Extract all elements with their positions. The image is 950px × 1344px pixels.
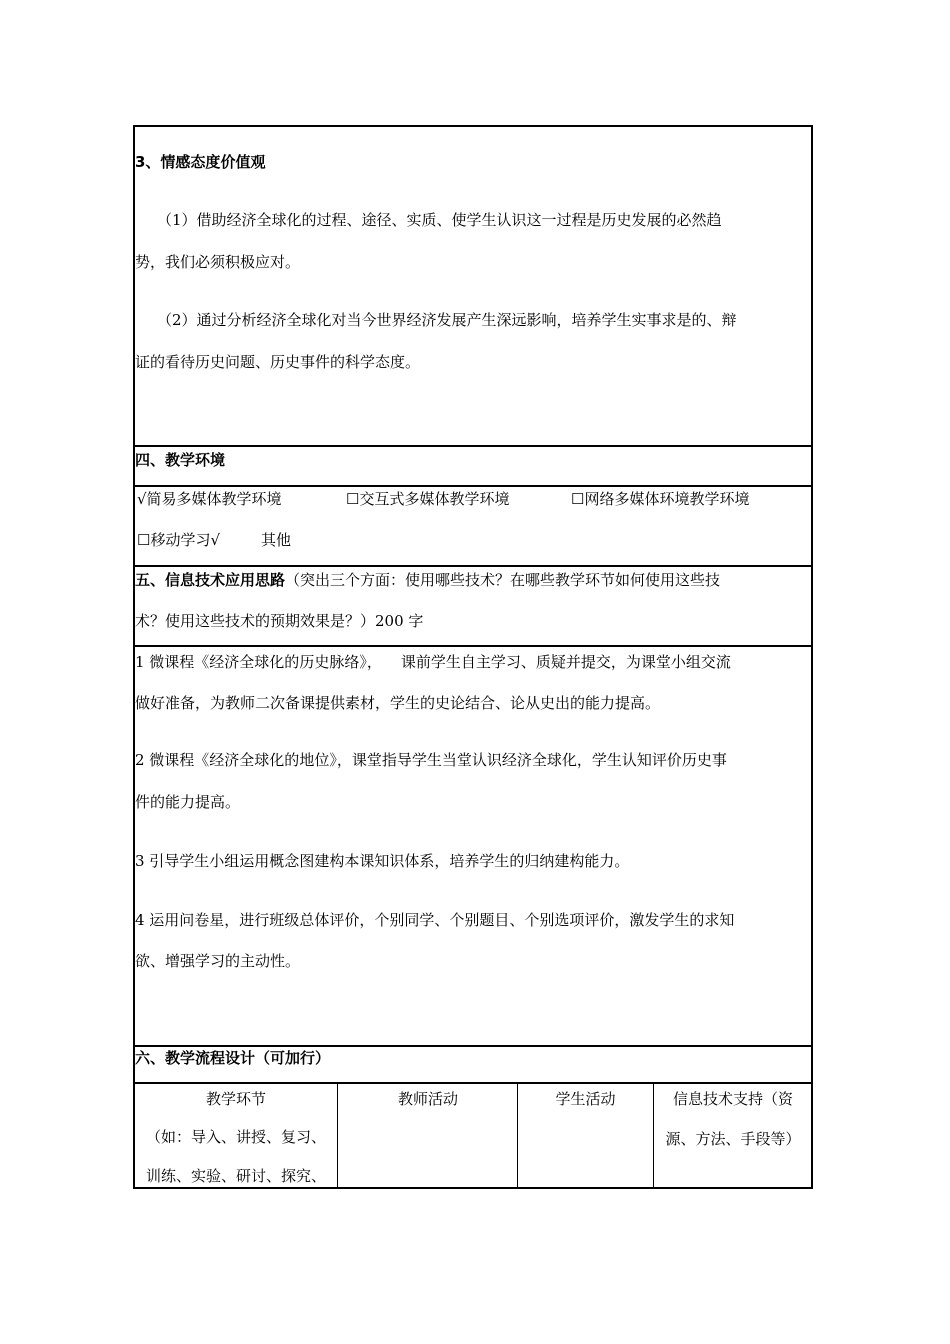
paragraph-line: 势，我们必须积极应对。 <box>135 253 301 271</box>
divider <box>135 565 811 567</box>
divider <box>135 445 811 447</box>
checkbox-option[interactable]: ☐移动学习√ <box>137 531 221 549</box>
divider <box>135 645 811 647</box>
column-header: 教学环节 <box>205 1090 266 1108</box>
section-heading: 六、教学流程设计（可加行） <box>135 1049 331 1067</box>
option-label: 其他 <box>261 531 292 549</box>
divider <box>135 1082 811 1084</box>
paragraph-line: （2）通过分析经济全球化对当今世界经济发展产生深远影响，培养学生实事求是的、辩 <box>157 311 737 329</box>
list-item-line: 做好准备，为教师二次备课提供素材，学生的史论结合、论从史出的能力提高。 <box>135 694 661 712</box>
checkbox-option[interactable]: ☐网络多媒体环境教学环境 <box>571 490 750 508</box>
list-item-line: 3 引导学生小组运用概念图建构本课知识体系，培养学生的归纳建构能力。 <box>135 852 630 870</box>
section-heading: 3、情感态度价值观 <box>135 153 266 171</box>
column-header: （如：导入、讲授、复习、 <box>145 1128 326 1146</box>
list-item-line: 件的能力提高。 <box>135 793 241 811</box>
list-item-line: 4 运用问卷星，进行班级总体评价，个别同学、个别题目、个别选项评价，激发学生的求知 <box>135 911 735 929</box>
paragraph-line: 证的看待历史问题、历史事件的科学态度。 <box>135 353 421 371</box>
paragraph-line: （1）借助经济全球化的过程、途径、实质、使学生认识这一过程是历史发展的必然趋 <box>157 211 722 229</box>
column-header: 教师活动 <box>397 1090 458 1108</box>
list-item-line: 1 微课程《经济全球化的历史脉络》， 课前学生自主学习、质疑并提交，为课堂小组交流 <box>135 653 731 671</box>
column-header: 信息技术支持（资 <box>672 1090 793 1108</box>
list-item-line: 欲、增强学习的主动性。 <box>135 952 301 970</box>
divider <box>135 485 811 487</box>
column-header: 训练、实验、研讨、探究、 <box>145 1167 326 1185</box>
section-heading-line <box>135 570 720 590</box>
section-heading-note: （突出三个方面：使用哪些技术？在哪些教学环节如何使用这些技 <box>285 571 721 589</box>
section-heading: 五、信息技术应用思路 <box>135 571 286 589</box>
list-item-line: 2 微课程《经济全球化的地位》，课堂指导学生当堂认识经济全球化，学生认知评价历史事 <box>135 751 727 769</box>
column-header: 学生活动 <box>555 1090 616 1108</box>
checkbox-option[interactable]: √简易多媒体教学环境 <box>137 490 282 508</box>
column-header: 源、方法、手段等） <box>665 1130 801 1148</box>
divider <box>135 1045 811 1047</box>
section-heading: 四、教学环境 <box>135 451 226 469</box>
checkbox-option[interactable]: ☐交互式多媒体教学环境 <box>346 490 510 508</box>
section-heading-line: 术？使用这些技术的预期效果是？）200 字 <box>135 612 424 630</box>
